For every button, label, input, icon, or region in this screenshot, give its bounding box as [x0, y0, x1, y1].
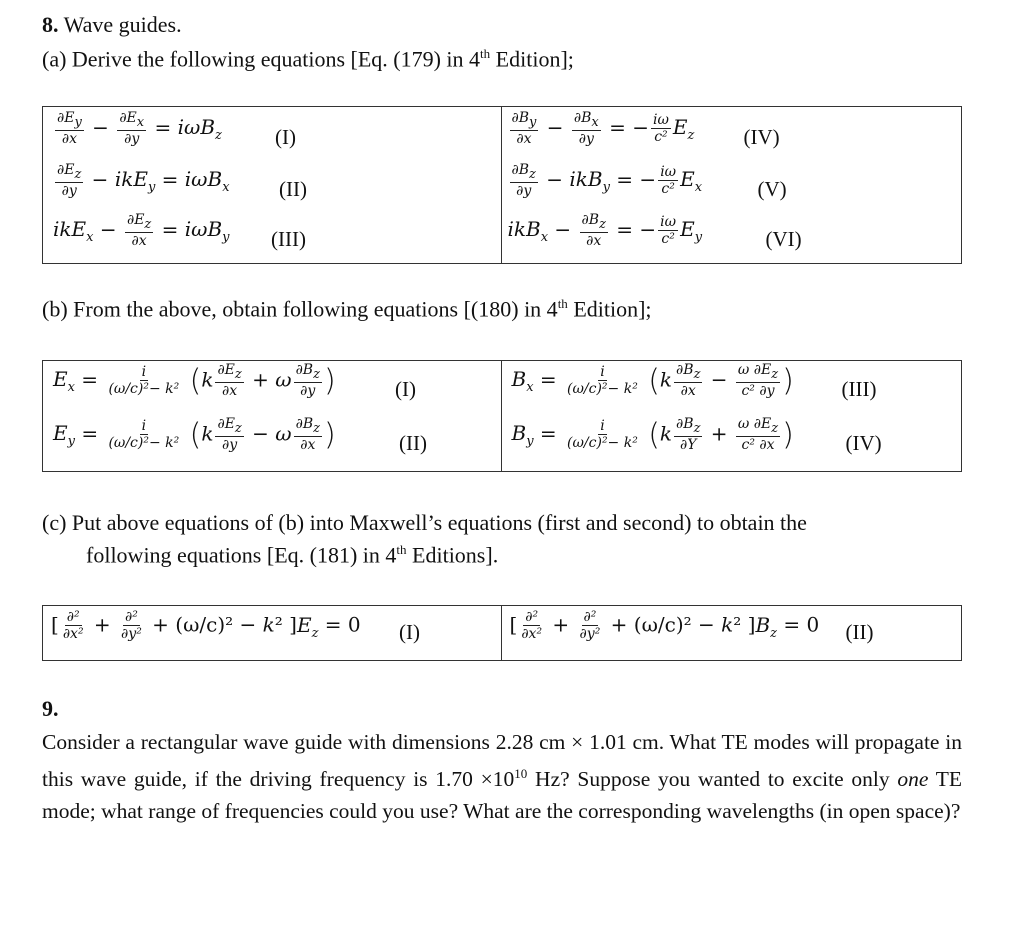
- equation-tag: (IV): [845, 431, 882, 455]
- equation-tag: (III): [841, 377, 877, 401]
- equation-table-c: [42, 605, 962, 661]
- equation-2: $\frac{\partial E_z}{\partial y}$ − ikE$_y$ = iωB$_x$: [57, 162, 230, 199]
- equation-wave-bz: [ $\frac{\text{∂²}}{\text{∂x²}}$ + $\frac{\text{∂²}}{\text{∂y²}}$ + (ω/c)² − k² ]$B_z = 0$: [509, 609, 820, 642]
- equation-5: $\frac{\partial B_z}{\partial y}$ − ikB$_y$ = − $\frac{i\omega}{\text{c²}}$ $E_x$: [511, 162, 703, 199]
- equation-column-right: [502, 107, 962, 263]
- equation-tag: (II): [845, 620, 874, 644]
- q9-text-part1: Consider a rectangular wave guide with dimensions 2.28 cm × 1.01 cm. What TE modes will propagate in this wave guide, if the driving frequency is 1.70 ×10: [42, 730, 962, 792]
- equation-column-left: [43, 107, 502, 263]
- question-title: Wave guides.: [63, 12, 182, 37]
- equation-tag: (III): [271, 227, 306, 251]
- question-9-text: [42, 726, 962, 827]
- equation-ex: $E_x$ = $\frac{i}{\text{(ω/c)²− k²}}$ (k $\frac{\partial E_z}{\partial x}$ + ω $\frac{\partial B_z}{\partial y}$ ): [53, 362, 336, 399]
- equation-tag: (II): [279, 177, 307, 201]
- equation-tag: (IV): [743, 125, 780, 149]
- equation-tag: (V): [757, 177, 787, 201]
- equation-tag: (II): [399, 431, 427, 455]
- q9-exponent: 10: [514, 766, 528, 781]
- equation-by: $B_y$ = $\frac{i}{\text{(ω/c)²− k²}}$ (k $\frac{\partial B_z}{\partial Y}$ + $\frac{\omega \partial E_z}{\text{c² ∂x}}$ ): [511, 416, 794, 453]
- equation-tag: (VI): [765, 227, 802, 251]
- question-8-heading: [42, 12, 182, 38]
- equation-6: ikB$_x$ − $\frac{\partial B_z}{\partial x}$ = − $\frac{i\omega}{\text{c²}}$ $E_y$: [507, 212, 703, 249]
- equation-4: $\frac{\partial B_y}{\partial x}$ − $\frac{\partial B_x}{\partial y}$ = − $\frac{i\omega}{\text{c²}}$ $E_z$: [511, 110, 695, 147]
- part-b-text: (b) From the above, obtain following equations [(180) in 4th Edition];: [42, 296, 652, 322]
- equation-tag: (I): [399, 620, 420, 644]
- question-number: 8.: [42, 12, 59, 37]
- equation-table-b: [42, 360, 962, 472]
- q9-emphasis: one: [897, 767, 929, 792]
- equation-column-left: [43, 606, 502, 660]
- part-c-text-line1: (c) Put above equations of (b) into Maxwell’s equations (first and second) to obtain the: [42, 510, 807, 535]
- q9-text-part2: Hz? Suppose you wanted to excite only: [527, 767, 898, 792]
- equation-1: $\frac{\partial E_y}{\partial x}$ − $\frac{\partial E_x}{\partial y}$ = iωB$_z$: [57, 110, 222, 147]
- question-9-number: 9.: [42, 696, 59, 721]
- part-a-text: (a) Derive the following equations [Eq. (179) in 4th Edition];: [42, 46, 574, 72]
- equation-wave-ez: [ $\frac{\text{∂²}}{\text{∂x²}}$ + $\frac{\text{∂²}}{\text{∂y²}}$ + (ω/c)² − k² ]$E_z = 0$: [51, 609, 361, 642]
- equation-bx: $B_x$ = $\frac{i}{\text{(ω/c)²− k²}}$ (k $\frac{\partial B_z}{\partial x}$ − $\frac{\omega \partial E_z}{\text{c² ∂y}}$ ): [511, 362, 794, 399]
- part-c-text-line2: following equations [Eq. (181) in 4th Editions].: [86, 542, 499, 568]
- equation-column-right: [502, 361, 962, 471]
- equation-ey: $E_y$ = $\frac{i}{\text{(ω/c)²− k²}}$ (k $\frac{\partial E_z}{\partial y}$ − ω $\frac{\partial B_z}{\partial x}$ ): [53, 416, 336, 453]
- equation-column-left: [43, 361, 502, 471]
- equation-table-a: [42, 106, 962, 264]
- equation-column-right: [502, 606, 962, 660]
- equation-tag: (I): [275, 125, 296, 149]
- equation-3: ikE$_x$ − $\frac{\partial E_z}{\partial x}$ = iωB$_y$: [53, 212, 230, 249]
- equation-tag: (I): [395, 377, 416, 401]
- q9-text-part3: TE mode; what range of frequencies could you use? What are the corresponding wavelengths (in open space)?: [42, 767, 962, 824]
